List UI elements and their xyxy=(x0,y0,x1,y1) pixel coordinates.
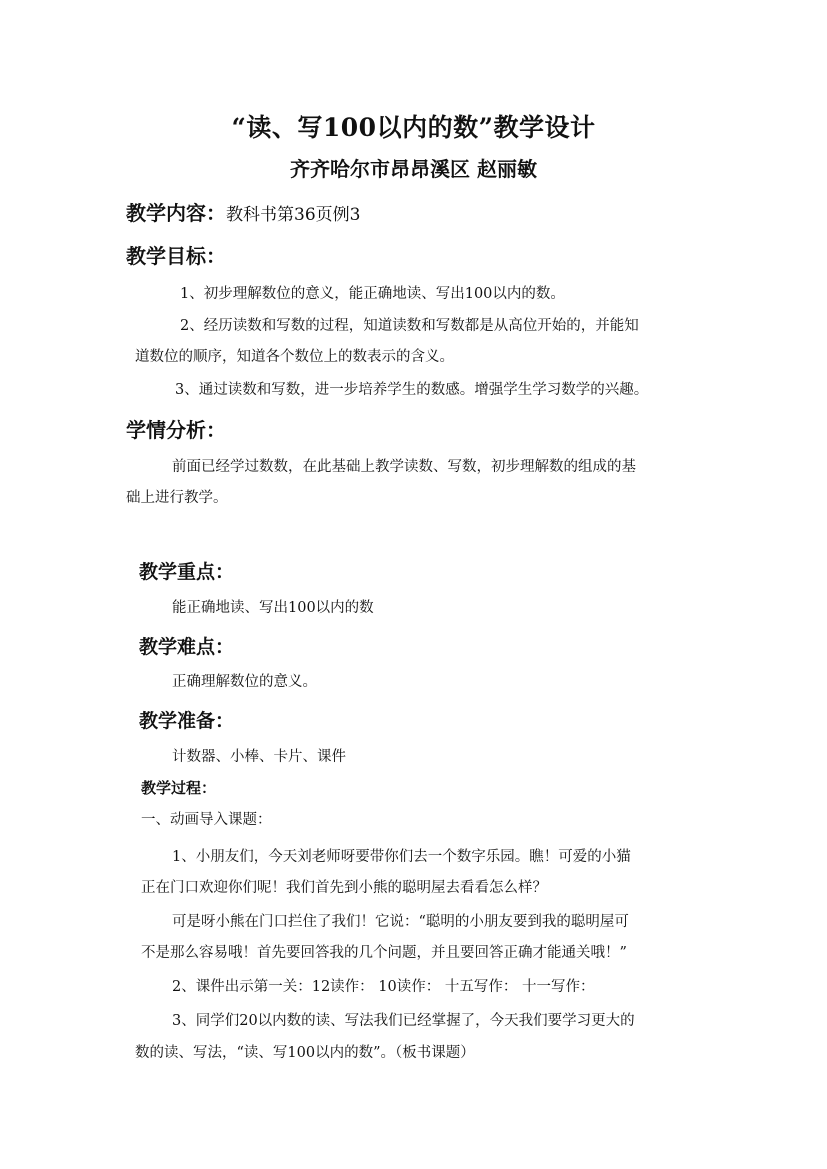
objective-item-2: 2、经历读数和写数的过程，知道读数和写数都是从高位开始的，并能知 xyxy=(180,318,639,334)
teaching-content-row xyxy=(126,197,360,226)
process-line-6: 3、同学们20以内数的读、写法我们已经掌握了，今天我们要学习更大的 xyxy=(172,1013,635,1029)
objective-item-1: 1、初步理解数位的意义，能正确地读、写出100以内的数。 xyxy=(180,286,565,302)
key-point-heading: 教学重点： xyxy=(139,561,235,583)
teaching-content-value: 教科书第36页例3 xyxy=(226,205,361,225)
process-section-1: 一、动画导入课题： xyxy=(141,812,272,828)
document-title: “读、写100以内的数”教学设计 xyxy=(231,113,596,142)
process-line-3: 可是呀小熊在门口拦住了我们！它说：“聪明的小朋友要到我的聪明屋可 xyxy=(172,914,629,930)
author-line: 齐齐哈尔市昂昂溪区 赵丽敏 xyxy=(290,157,537,181)
objective-item-3: 3、通过读数和写数，进一步培养学生的数感。增强学生学习数学的兴趣。 xyxy=(175,382,649,398)
process-line-2: 正在门口欢迎你们呢！我们首先到小熊的聪明屋去看看怎么样？ xyxy=(141,880,547,896)
key-point-text: 能正确地读、写出100以内的数 xyxy=(172,600,374,616)
analysis-line-2: 础上进行教学。 xyxy=(126,490,228,506)
preparation-heading: 教学准备： xyxy=(139,710,235,732)
difficulty-heading: 教学难点： xyxy=(139,636,235,658)
analysis-line-1: 前面已经学过数数，在此基础上教学读数、写数，初步理解数的组成的基 xyxy=(172,459,636,475)
process-line-5: 2、课件出示第一关：12读作： 10读作： 十五写作： 十一写作： xyxy=(172,979,595,995)
process-line-7: 数的读、写法，“读、写100以内的数”。（板书课题） xyxy=(135,1045,475,1061)
preparation-text: 计数器、小棒、卡片、课件 xyxy=(172,749,346,765)
teaching-content-label: 教学内容： xyxy=(126,201,226,225)
process-line-1: 1、小朋友们，今天刘老师呀要带你们去一个数字乐园。瞧！可爱的小猫 xyxy=(172,849,631,865)
objective-item-2-cont: 道数位的顺序，知道各个数位上的数表示的含义。 xyxy=(135,349,454,365)
process-heading: 教学过程： xyxy=(141,779,217,797)
difficulty-text: 正确理解数位的意义。 xyxy=(172,674,317,690)
objectives-heading: 教学目标： xyxy=(126,244,226,268)
analysis-heading: 学情分析： xyxy=(126,418,226,442)
process-line-4: 不是那么容易哦！首先要回答我的几个问题，并且要回答正确才能通关哦！” xyxy=(141,945,627,961)
